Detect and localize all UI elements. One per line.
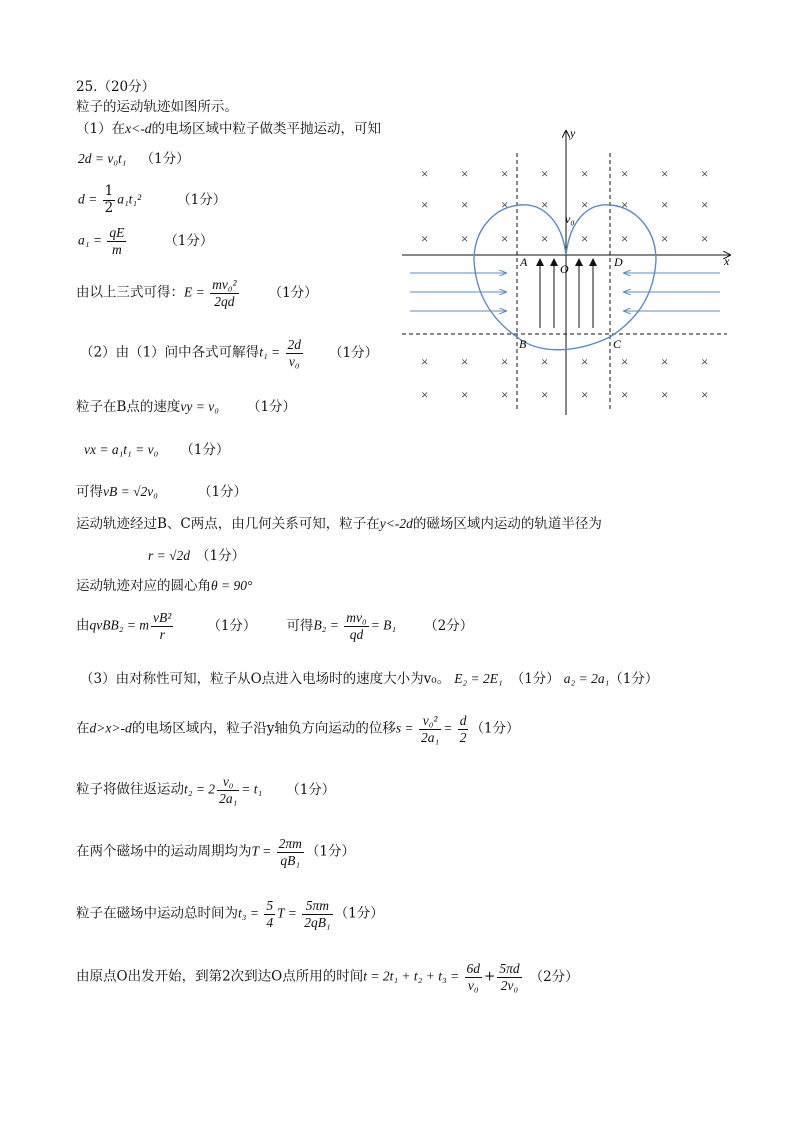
field-mark: × <box>701 166 709 181</box>
field-mark: × <box>501 231 509 246</box>
eq-t2 <box>76 774 335 806</box>
score-label: （1分） <box>286 781 336 798</box>
problem-number: 25.（20分） <box>76 79 156 95</box>
eq-a1-num: qE <box>109 225 125 240</box>
eq-total-num2: 5πd <box>499 961 520 976</box>
eq-s <box>76 713 520 745</box>
v0-label: v₀ <box>565 212 575 226</box>
field-mark: × <box>661 354 669 369</box>
eq-period <box>76 836 355 868</box>
field-mark: × <box>541 387 549 402</box>
field-mark: × <box>461 231 469 246</box>
eq-t2-den: 2a₁ <box>219 790 238 806</box>
eq-t2-num: v₀ <box>217 774 239 791</box>
point-c-label: C <box>613 337 622 351</box>
eq-total-num1: 6d <box>466 961 481 976</box>
part1-lead-prefix: （1）在 <box>76 121 126 137</box>
field-mark: × <box>421 166 429 181</box>
part3-lead <box>80 671 658 687</box>
eq-period-text: 在两个磁场中的运动周期均为 <box>76 843 252 860</box>
eq-e-den: 2qd <box>214 293 235 309</box>
eq-t1-lead: （2）由（1）问中各式可解得 <box>80 344 260 361</box>
field-mark: × <box>661 197 669 212</box>
eq-force-den: r <box>159 626 165 642</box>
eq-r <box>148 548 245 564</box>
magnetic-field-marks <box>421 166 708 402</box>
part1-lead <box>76 121 381 137</box>
field-mark: × <box>541 354 549 369</box>
eq-vb-text: 可得 <box>76 484 103 500</box>
score-label: （1分） <box>196 548 246 564</box>
field-mark: × <box>661 231 669 246</box>
radius-text-suffix: 的磁场区域内运动的轨道半径为 <box>412 516 602 532</box>
eq-force-text: 由 <box>76 617 90 634</box>
eq-s-num2: d <box>459 713 467 728</box>
field-mark: × <box>701 354 709 369</box>
eq-total-left: t = 2t₁ + t₂ + t₃ = <box>363 968 463 984</box>
field-mark: × <box>581 231 589 246</box>
trajectory-diagram <box>402 125 738 420</box>
eq-theta <box>76 578 252 594</box>
eq-vy <box>76 399 296 415</box>
eq-total-frac2 <box>497 961 521 993</box>
eq-s-den2: 2 <box>459 729 467 745</box>
eq-t2-frac <box>217 774 239 806</box>
eq-2d <box>78 151 190 167</box>
field-mark: × <box>581 387 589 402</box>
field-mark: × <box>501 354 509 369</box>
field-mark: × <box>701 387 709 402</box>
eq-t3-num: 5 <box>266 898 274 913</box>
eq-2d-expr: 2d = v₀t₁ <box>78 151 127 166</box>
eq-period-num: 2πm <box>278 836 302 851</box>
field-mark: × <box>701 231 709 246</box>
eq-force-num: vB² <box>153 610 172 625</box>
field-mark: × <box>581 166 589 181</box>
part3-lead-text: （3）由对称性可知，粒子从O点进入电场时的速度大小为v₀。 <box>80 671 451 687</box>
field-mark: × <box>461 197 469 212</box>
eq-d-den: 2 <box>104 199 114 216</box>
eq-a1-den: m <box>111 241 122 257</box>
field-mark: × <box>541 231 549 246</box>
eq-t3-den2: 2qB₁ <box>304 914 331 930</box>
eq-e-text: 由以上三式可得： <box>76 284 184 301</box>
eq-vy-expr: vy = v₀ <box>180 399 219 414</box>
eq-t3-den: 4 <box>266 914 274 930</box>
eq-b2-den: qd <box>349 626 364 642</box>
field-mark: × <box>581 354 589 369</box>
point-a-label: A <box>520 255 528 269</box>
score-label: （1分） <box>334 905 384 922</box>
eq-t3-frac2 <box>302 898 332 930</box>
electric-field-arrows-horizontal <box>410 273 720 311</box>
eq-a1-frac <box>107 225 126 257</box>
eq-t2-left: t₂ = 2 <box>184 781 216 797</box>
field-mark: × <box>501 387 509 402</box>
eq-t3 <box>76 898 384 930</box>
point-b-label: B <box>519 337 527 351</box>
eq-s-eq2: = <box>443 720 456 736</box>
score-label: （1分） <box>329 344 379 361</box>
y-axis-label: y <box>570 126 576 140</box>
field-mark: × <box>621 387 629 402</box>
field-mark: × <box>461 354 469 369</box>
field-mark: × <box>421 231 429 246</box>
eq-s-left: s = <box>395 720 417 736</box>
score-label: （1分） <box>140 151 190 167</box>
eq-vx <box>84 442 229 458</box>
eq-force <box>76 610 473 642</box>
eq-e-left: E = <box>184 284 209 300</box>
eq-t3-text: 粒子在磁场中运动总时间为 <box>76 905 238 922</box>
field-mark: × <box>661 387 669 402</box>
eq-t3-num2: 5πm <box>302 898 332 915</box>
radius-text-lead: 运动轨迹经过B、C两点，由几何关系可知，粒子在 <box>76 516 380 532</box>
eq-a1-left: a₁ = <box>78 232 106 248</box>
eq-b2-right: = B₁ <box>370 617 397 633</box>
field-mark: × <box>461 387 469 402</box>
eq-vb <box>76 484 247 500</box>
eq-s-num: v₀² <box>419 713 441 730</box>
eq-s-frac <box>419 713 441 745</box>
eq-theta-expr: θ = 90° <box>211 578 253 593</box>
eq-r-expr: r = √2d <box>148 548 191 563</box>
field-mark: × <box>501 197 509 212</box>
score-label: （1分） <box>207 617 257 634</box>
field-mark: × <box>541 197 549 212</box>
eq-s-mid: 的电场区域内，粒子沿y轴负方向运动的位移 <box>131 720 396 737</box>
eq-d-right: a₁t₁² <box>117 191 142 207</box>
eq-theta-text: 运动轨迹对应的圆心角 <box>76 578 211 594</box>
eq-vb-expr: vB = √2v₀ <box>103 484 158 499</box>
score-label: （1分） <box>197 484 248 500</box>
field-mark: × <box>421 354 429 369</box>
field-mark: × <box>621 166 629 181</box>
eq-force-left: qvBB₂ = m <box>89 617 150 633</box>
score-label: （1分） <box>177 191 227 208</box>
eq-b2-num: mv₀ <box>346 610 367 625</box>
eq-d-left: d = <box>78 191 101 207</box>
eq-s-prefix: 在 <box>76 720 90 737</box>
eq-total-den1: v₀ <box>467 977 479 993</box>
eq-e <box>76 277 318 309</box>
score-label: （2分） <box>529 968 579 985</box>
eq-period-frac <box>277 836 304 868</box>
eq-s-den: 2a₁ <box>420 729 440 745</box>
eq-e-frac <box>210 277 238 309</box>
eq-t1-den: v₀ <box>288 353 300 369</box>
eq-t1 <box>80 337 378 369</box>
eq-total-plus: + <box>484 968 496 985</box>
eq-s-cond: d>x>-d <box>89 720 132 736</box>
field-mark: × <box>621 354 629 369</box>
field-mark: × <box>661 166 669 181</box>
x-axis-label: x <box>724 254 730 268</box>
field-mark: × <box>421 197 429 212</box>
eq-total <box>76 961 579 993</box>
eq-e-num: mv₀² <box>212 277 237 292</box>
score-label: （1分） <box>180 442 230 458</box>
intro-text: 粒子的运动轨迹如图所示。 <box>76 99 238 115</box>
radius-cond: y<-2d <box>379 516 413 531</box>
eq-force-frac <box>151 610 173 642</box>
field-mark: × <box>621 231 629 246</box>
eq-a1 <box>78 225 213 257</box>
eq-t3-left: t₃ = <box>238 905 263 921</box>
eq-t3-mid: T = <box>277 905 301 921</box>
eq-d <box>78 184 226 216</box>
eq-t1-frac <box>286 337 304 369</box>
score-label: （1分） <box>268 284 318 301</box>
field-mark: × <box>581 197 589 212</box>
eq-d-frac <box>103 184 116 216</box>
eq-period-left: T = <box>251 843 275 859</box>
eq-period-den: qB₁ <box>280 852 301 868</box>
score-label: （1分） <box>609 671 659 687</box>
score-label: （2分） <box>424 617 474 634</box>
eq-t2-text: 粒子将做往返运动 <box>76 781 184 798</box>
eq-b2-frac <box>344 610 368 642</box>
point-d-label: D <box>614 255 623 269</box>
origin-label: O <box>560 262 569 276</box>
score-label: （1分） <box>305 843 355 860</box>
eq-t3-frac <box>264 898 275 930</box>
score-label: （1分） <box>246 399 297 415</box>
eq-e2: E₂ = 2E₁ <box>454 671 503 686</box>
field-mark: × <box>421 387 429 402</box>
eq-total-text: 由原点O出发开始，到第2次到达O点所用的时间 <box>76 968 364 985</box>
eq-d-num: 1 <box>104 183 114 199</box>
eq-total-frac1 <box>465 961 483 993</box>
field-mark: × <box>461 166 469 181</box>
field-mark: × <box>541 166 549 181</box>
field-mark: × <box>501 166 509 181</box>
radius-text <box>76 516 602 532</box>
eq-total-den2: 2v₀ <box>500 977 519 993</box>
eq-vy-text: 粒子在B点的速度 <box>76 399 181 415</box>
eq-vx-expr: vx = a₁t₁ = v₀ <box>84 442 159 457</box>
eq-t2-right: = t₁ <box>241 781 263 797</box>
field-mark: × <box>621 197 629 212</box>
eq-a2: a₂ = 2a₁ <box>563 671 610 686</box>
score-label: （1分） <box>470 720 520 737</box>
eq-t1-num: 2d <box>287 337 301 352</box>
score-label: （1分） <box>510 671 560 687</box>
part1-lead-suffix: 的电场区域中粒子做类平抛运动，可知 <box>151 121 381 137</box>
field-mark: × <box>701 197 709 212</box>
eq-b2-left: B₂ = <box>313 617 343 633</box>
particle-trajectory <box>474 205 656 350</box>
eq-t1-left: t₁ = <box>259 344 284 360</box>
eq-s-frac2 <box>458 713 469 745</box>
eq-b2-text: 可得 <box>286 617 314 634</box>
score-label: （1分） <box>164 232 214 249</box>
part1-lead-cond: x<-d <box>125 121 152 136</box>
